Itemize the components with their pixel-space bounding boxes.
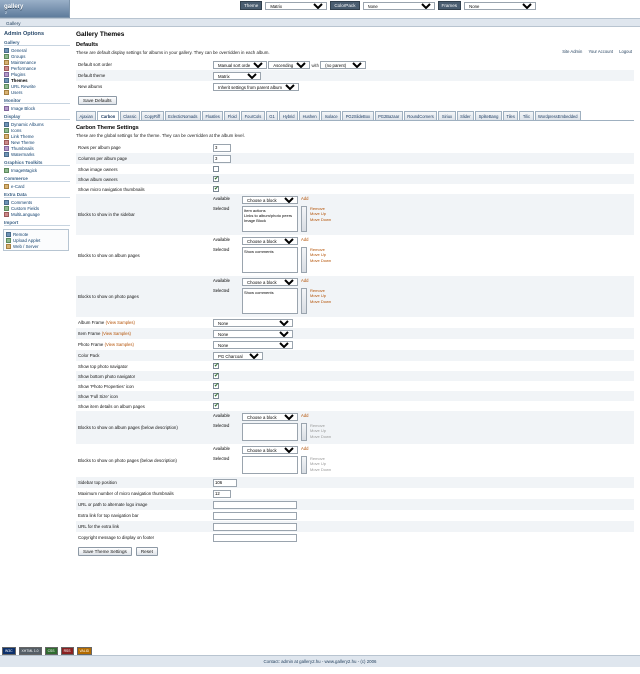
- tab-classic[interactable]: Classic: [120, 111, 140, 121]
- show-image-owners-checkbox[interactable]: [213, 166, 219, 172]
- photo-blocks-available-row: [213, 278, 632, 286]
- thumb-icon: [4, 146, 9, 151]
- footer-text: Contact: admin at gallery2.hu - www.gallery2.hu - (c) 2006: [263, 659, 377, 664]
- max-micro-thumbs-input[interactable]: [213, 490, 231, 498]
- gauge-icon: [4, 66, 9, 71]
- list-scrollbar[interactable]: [301, 247, 307, 273]
- site-logo[interactable]: [0, 0, 70, 18]
- remove-button[interactable]: Remove: [310, 422, 325, 428]
- palette-icon: [4, 78, 9, 83]
- sidebar-import-box: [3, 229, 69, 251]
- sort-direction-select[interactable]: [268, 61, 310, 69]
- sidebar-item-users[interactable]: [3, 89, 70, 95]
- show-full-size-checkbox[interactable]: [213, 393, 219, 399]
- sidebar-item-label: ImageMagick: [11, 167, 38, 173]
- show-micro-nav-checkbox[interactable]: [213, 186, 219, 192]
- table-row: [76, 59, 634, 70]
- album-below-actions: [310, 423, 331, 439]
- xhtml-badge[interactable]: XHTML 1.0: [19, 647, 42, 655]
- show-item-details-checkbox[interactable]: [213, 403, 219, 409]
- remove-button[interactable]: Remove: [310, 287, 325, 293]
- validator-badges: [0, 647, 640, 655]
- sidebar-item-label: Maintenance: [11, 59, 37, 65]
- remove-button[interactable]: Remove: [310, 455, 325, 461]
- available-label: Available: [213, 195, 230, 201]
- move-down-button[interactable]: Move Down: [310, 433, 332, 439]
- table-row: [76, 153, 634, 164]
- selected-label: Selected: [213, 205, 230, 211]
- table-row: [76, 184, 634, 194]
- list-item[interactable]: Show comments: [244, 289, 274, 295]
- sidebar-group-gallery: Gallery: [4, 40, 70, 46]
- theme-label: Theme: [240, 1, 262, 10]
- show-photo-properties-label: Show 'Photo Properties' icon: [78, 383, 134, 389]
- logo-subtext: 2: [5, 11, 7, 15]
- top-bar: [0, 0, 640, 18]
- list-item[interactable]: Links to album/photo peers: [244, 212, 293, 218]
- move-down-button[interactable]: Move Down: [310, 216, 332, 222]
- table-row: [76, 477, 634, 488]
- sidebar-item-label: Icons: [11, 127, 22, 133]
- copyright-message-input[interactable]: [213, 534, 297, 542]
- sort-parent-select[interactable]: [320, 61, 366, 69]
- columns-per-page-input[interactable]: [213, 155, 231, 163]
- colorpack-select[interactable]: [363, 2, 435, 10]
- photo-blocks-available-select[interactable]: [242, 278, 298, 286]
- sidebar-item-label: Comments: [11, 199, 33, 205]
- table-row: [76, 350, 634, 361]
- new-icon: [4, 140, 9, 145]
- table-row: [76, 235, 634, 276]
- selected-label: Selected: [213, 246, 230, 252]
- extra-link-input[interactable]: [213, 512, 297, 520]
- tab-slider[interactable]: Slider: [457, 111, 474, 121]
- tab-ajaxian[interactable]: Ajaxian: [76, 111, 96, 121]
- photo-blocks-label: Blocks to show on photo pages: [78, 294, 139, 299]
- sidebar-item-imagemagick[interactable]: [3, 167, 70, 173]
- move-up-button[interactable]: Move Up: [310, 461, 327, 466]
- sidebar-item-web-server[interactable]: [5, 243, 67, 249]
- alt-logo-input[interactable]: [213, 501, 297, 509]
- rows-per-page-input[interactable]: [213, 144, 231, 152]
- list-scrollbar[interactable]: [301, 456, 307, 474]
- sidebar-item-label: Themes: [11, 77, 28, 83]
- sidebar-blocks-add-button[interactable]: Add: [301, 195, 309, 201]
- sidebar-blocks-selected-row: [213, 206, 632, 232]
- move-down-button[interactable]: Move Down: [310, 298, 332, 304]
- sidebar-item-label: Users: [11, 89, 23, 95]
- tab-tilic[interactable]: Tilic: [519, 111, 533, 121]
- tab-siriux[interactable]: Siriux: [438, 111, 455, 121]
- comment-icon: [4, 200, 9, 205]
- table-row: [76, 164, 634, 174]
- list-item[interactable]: Image Block: [244, 217, 267, 223]
- sidebar-item-label: e-Card: [11, 183, 25, 189]
- your-account-link[interactable]: Your Account: [588, 49, 614, 54]
- photo-below-available-select[interactable]: [242, 446, 298, 454]
- table-row: [76, 391, 634, 401]
- tab-pg2bazaar[interactable]: PG2Bazaar: [375, 111, 403, 121]
- page-footer: [0, 655, 640, 667]
- move-down-button[interactable]: Move Down: [310, 466, 332, 472]
- tab-hybrid[interactable]: Hybrid: [279, 111, 298, 121]
- sidebar-item-label: Link Theme: [11, 133, 34, 139]
- extra-link-label: Extra link for top navigation bar: [78, 513, 139, 518]
- remove-button[interactable]: Remove: [310, 205, 325, 211]
- admin-sidebar: [0, 27, 72, 647]
- album-blocks-selected-list[interactable]: [242, 247, 298, 273]
- table-row: [76, 510, 634, 521]
- theme-select[interactable]: [265, 2, 327, 10]
- table-row: [76, 521, 634, 532]
- table-row: [76, 361, 634, 371]
- album-frame-label: Album Frame: [78, 320, 105, 325]
- sidebar-item-label: Thumbnails: [11, 145, 34, 151]
- field-icon: [4, 206, 9, 211]
- album-below-blocks-label: Blocks to show on album pages (below description): [78, 425, 178, 430]
- rss-badge[interactable]: RSS: [61, 647, 74, 655]
- move-up-button[interactable]: Move Up: [310, 293, 327, 298]
- breadcrumb[interactable]: [0, 18, 640, 27]
- gear-icon: [4, 48, 9, 53]
- defaults-intro: These are default display settings for albums in your gallery. They can be overridden in each album.: [76, 50, 270, 55]
- sidebar-item-label: Dynamic Albums: [11, 121, 44, 127]
- rows-per-page-label: Rows per album page: [78, 145, 121, 150]
- sidebar-top-position-input[interactable]: [213, 479, 237, 487]
- photo-below-add-button[interactable]: Add: [301, 445, 309, 451]
- show-top-nav-checkbox[interactable]: [213, 363, 219, 369]
- page-title: Gallery Themes: [76, 31, 125, 38]
- album-frame-select[interactable]: [213, 319, 293, 327]
- link-icon: [4, 134, 9, 139]
- sidebar-item-label: General: [11, 47, 27, 53]
- plug-icon: [4, 72, 9, 77]
- selected-label: Selected: [213, 455, 230, 461]
- tab-isolace[interactable]: Isolace: [321, 111, 341, 121]
- sidebar-item-ecard[interactable]: [3, 183, 70, 189]
- photo-blocks-selected-list[interactable]: [242, 288, 298, 314]
- photo-below-selected-row: [213, 456, 632, 474]
- sidebar-title: Admin Options: [4, 31, 45, 37]
- sidebar-item-label: Watermarks: [11, 151, 35, 157]
- move-up-button[interactable]: Move Up: [310, 211, 327, 216]
- show-full-size-label: Show 'Full Size' icon: [78, 393, 118, 399]
- colorpack-label: ColorPack: [330, 1, 359, 10]
- logout-link[interactable]: Logout: [619, 49, 632, 54]
- logo-text: gallery: [4, 4, 24, 10]
- sidebar-blocks-available-select[interactable]: [242, 196, 298, 204]
- sidebar-blocks-available-row: [213, 196, 632, 204]
- sidebar-item-multilanguage[interactable]: [3, 211, 70, 217]
- show-album-owners-label: Show album owners: [78, 176, 118, 182]
- css-badge[interactable]: CSS: [45, 647, 58, 655]
- theme-switcher-controls: [240, 1, 536, 10]
- item-frame-label: Item Frame: [78, 331, 101, 336]
- theme-settings-heading: Carbon Theme Settings: [76, 125, 139, 131]
- list-scrollbar[interactable]: [301, 423, 307, 441]
- table-row: [76, 339, 634, 350]
- theme-tabs[interactable]: [76, 110, 634, 121]
- user-icon: [4, 90, 9, 95]
- tab-floid[interactable]: Floid: [224, 111, 240, 121]
- show-bottom-nav-checkbox[interactable]: [213, 373, 219, 379]
- photo-below-blocks-label: Blocks to show on photo pages (below description): [78, 458, 177, 463]
- available-label: Available: [213, 412, 230, 418]
- sidebar-item-label: Plugins: [11, 71, 26, 77]
- link-icon: [4, 84, 9, 89]
- tab-eclecticnomads[interactable]: EclecticNomads: [165, 111, 201, 121]
- save-defaults-button[interactable]: Save Defaults: [78, 96, 117, 105]
- extra-link-url-label: URL for the extra link: [78, 524, 120, 529]
- sidebar-item-label: Custom Fields: [11, 205, 40, 211]
- default-theme-select[interactable]: [213, 72, 261, 80]
- album-below-available-select[interactable]: [242, 413, 298, 421]
- table-row: [76, 401, 634, 411]
- copyright-message-label: Copyright message to display on footer: [78, 535, 155, 540]
- color-pack-select[interactable]: [213, 352, 263, 360]
- photo-blocks-add-button[interactable]: Add: [301, 277, 309, 283]
- card-icon: [4, 184, 9, 189]
- table-row: [76, 194, 634, 235]
- available-label: Available: [213, 236, 230, 242]
- tab-floatles[interactable]: Floatles: [202, 111, 223, 121]
- remote-icon: [6, 232, 11, 237]
- table-row: [76, 381, 634, 391]
- reset-button[interactable]: Reset: [136, 547, 158, 556]
- sidebar-item-image-block[interactable]: [3, 105, 70, 111]
- show-item-details-label: Show item details on album pages: [78, 403, 145, 409]
- item-frame-select[interactable]: [213, 330, 293, 338]
- image-icon: [4, 106, 9, 111]
- sidebar-group-extra-data: Extra Data: [4, 192, 70, 198]
- magick-icon: [4, 168, 9, 173]
- sidebar-item-label: Remote: [13, 231, 29, 237]
- album-blocks-add-button[interactable]: Add: [301, 236, 309, 242]
- tab-fourcols[interactable]: FourCols: [241, 111, 265, 121]
- photo-frame-samples-link[interactable]: (View Samples): [104, 342, 134, 347]
- tab-splitebang[interactable]: SpliteBang: [475, 111, 502, 121]
- sidebar-item-label: Web / Server: [13, 243, 39, 249]
- default-sort-order-select[interactable]: [213, 61, 267, 69]
- alt-logo-label: URL or path to alternate logo image: [78, 502, 148, 507]
- defaults-form: [76, 59, 634, 92]
- tab-carbon[interactable]: Carbon: [97, 111, 118, 122]
- theme-settings-intro: These are the global settings for the theme. They can be overridden at the album level.: [76, 133, 245, 138]
- photo-frame-select[interactable]: [213, 341, 293, 349]
- max-micro-thumbs-label: Maximum number of micro navigation thumbnails: [78, 491, 174, 496]
- remove-button[interactable]: Remove: [310, 246, 325, 252]
- upload-icon: [6, 238, 11, 243]
- sidebar-item-label: URL Rewrite: [11, 83, 36, 89]
- columns-per-page-label: Columns per album page: [78, 156, 128, 161]
- table-row: [76, 276, 634, 317]
- theme-settings-form: [76, 142, 634, 543]
- valid-badge[interactable]: VALID: [77, 647, 93, 655]
- list-item[interactable]: Show comments: [244, 248, 274, 254]
- table-row: [76, 488, 634, 499]
- with-label: with: [311, 62, 319, 68]
- sidebar-group-monitor: Monitor: [4, 98, 70, 104]
- tab-g1[interactable]: G1: [266, 111, 278, 121]
- move-down-button[interactable]: Move Down: [310, 257, 332, 263]
- sidebar-blocks-actions: [310, 206, 331, 222]
- users-icon: [4, 54, 9, 59]
- sidebar-item-watermarks[interactable]: [3, 151, 70, 157]
- show-photo-properties-checkbox[interactable]: [213, 383, 219, 389]
- wrench-icon: [4, 60, 9, 65]
- table-row: [76, 499, 634, 510]
- site-admin-link[interactable]: Site Admin: [562, 49, 583, 54]
- table-row: [76, 142, 634, 153]
- admin-links: [557, 49, 632, 54]
- list-scrollbar[interactable]: [301, 288, 307, 314]
- table-row: [76, 328, 634, 339]
- show-micro-nav-label: Show micro navigation thumbnails: [78, 186, 145, 192]
- selected-label: Selected: [213, 287, 230, 293]
- table-row: [76, 411, 634, 444]
- album-below-available-row: [213, 413, 632, 421]
- sidebar-item-label: Image Block: [11, 105, 36, 111]
- show-top-nav-label: Show top photo navigator: [78, 363, 128, 369]
- frames-select[interactable]: [464, 2, 536, 10]
- album-blocks-actions: [310, 247, 331, 263]
- available-label: Available: [213, 445, 230, 451]
- photo-blocks-actions: [310, 288, 331, 304]
- default-sort-order-label: Default sort order: [78, 62, 112, 67]
- sidebar-item-label: Performance: [11, 65, 37, 71]
- table-row: [76, 371, 634, 381]
- new-albums-select[interactable]: [213, 83, 299, 91]
- photo-frame-label: Photo Frame: [78, 342, 104, 347]
- album-below-selected-list[interactable]: [242, 423, 298, 441]
- item-frame-samples-link[interactable]: (View Samples): [101, 331, 131, 336]
- table-row: [76, 444, 634, 477]
- icons-icon: [4, 128, 9, 133]
- default-theme-label: Default theme: [78, 73, 106, 78]
- main-content: [72, 27, 640, 647]
- sidebar-group-display: Display: [4, 114, 70, 120]
- show-album-owners-checkbox[interactable]: [213, 176, 219, 182]
- tab-tiles[interactable]: Tiles: [503, 111, 519, 121]
- web-icon: [6, 244, 11, 249]
- photo-below-available-row: [213, 446, 632, 454]
- album-blocks-available-select[interactable]: [242, 237, 298, 245]
- sidebar-blocks-selected-list[interactable]: [242, 206, 298, 232]
- table-row: [76, 532, 634, 543]
- available-label: Available: [213, 277, 230, 283]
- table-row: [76, 70, 634, 81]
- water-icon: [4, 152, 9, 157]
- album-below-add-button[interactable]: Add: [301, 412, 309, 418]
- frames-label: Frames: [438, 1, 462, 10]
- photo-below-selected-list[interactable]: [242, 456, 298, 474]
- list-item[interactable]: Item actions: [244, 207, 266, 213]
- tab-wordpressembedded[interactable]: WordpressEmbedded: [535, 111, 582, 121]
- sidebar-group-commerce: Commerce: [4, 176, 70, 182]
- w3c-badge[interactable]: W3C: [2, 647, 16, 655]
- breadcrumb-gallery-link[interactable]: Gallery: [6, 21, 21, 26]
- sidebar-item-label: New Theme: [11, 139, 35, 145]
- selected-label: Selected: [213, 422, 230, 428]
- sidebar-item-label: Upload Applet: [13, 237, 41, 243]
- album-frame-samples-link[interactable]: (View Samples): [105, 320, 135, 325]
- table-row: [76, 81, 634, 92]
- sidebar-item-label: Groups: [11, 53, 26, 59]
- table-row: [76, 317, 634, 328]
- tab-hushen[interactable]: Hushen: [299, 111, 320, 121]
- defaults-heading: Defaults: [76, 42, 99, 48]
- save-theme-settings-button[interactable]: Save Theme Settings: [78, 547, 132, 556]
- sidebar-group-import: Import: [4, 220, 70, 226]
- sidebar-top-position-label: Sidebar top position: [78, 480, 117, 485]
- photo-below-actions: [310, 456, 331, 472]
- move-up-button[interactable]: Move Up: [310, 252, 327, 257]
- list-scrollbar[interactable]: [301, 206, 307, 232]
- album-blocks-selected-row: [213, 247, 632, 273]
- tab-roundcorners[interactable]: RoundCorners: [404, 111, 438, 121]
- album-below-selected-row: [213, 423, 632, 441]
- album-blocks-label: Blocks to show on album pages: [78, 253, 140, 258]
- album-icon: [4, 122, 9, 127]
- move-up-button[interactable]: Move Up: [310, 428, 327, 433]
- tab-pg2slidebox[interactable]: PG2SlideBox: [342, 111, 373, 121]
- tab-copyriff[interactable]: CopyRiff: [141, 111, 164, 121]
- sidebar-group-graphics-toolkits: Graphics Toolkits: [4, 160, 70, 166]
- album-blocks-available-row: [213, 237, 632, 245]
- extra-link-url-input[interactable]: [213, 523, 297, 531]
- sidebar-blocks-label: Blocks to show in the sidebar: [78, 212, 135, 217]
- show-image-owners-label: Show image owners: [78, 166, 118, 172]
- page-body: [0, 27, 640, 647]
- new-albums-label: New albums: [78, 84, 103, 89]
- sidebar-item-label: MultiLanguage: [11, 211, 40, 217]
- table-row: [76, 174, 634, 184]
- lang-icon: [4, 212, 9, 217]
- color-pack-label: Color Pack: [78, 353, 100, 358]
- show-bottom-nav-label: Show bottom photo navigator: [78, 373, 136, 379]
- photo-blocks-selected-row: [213, 288, 632, 314]
